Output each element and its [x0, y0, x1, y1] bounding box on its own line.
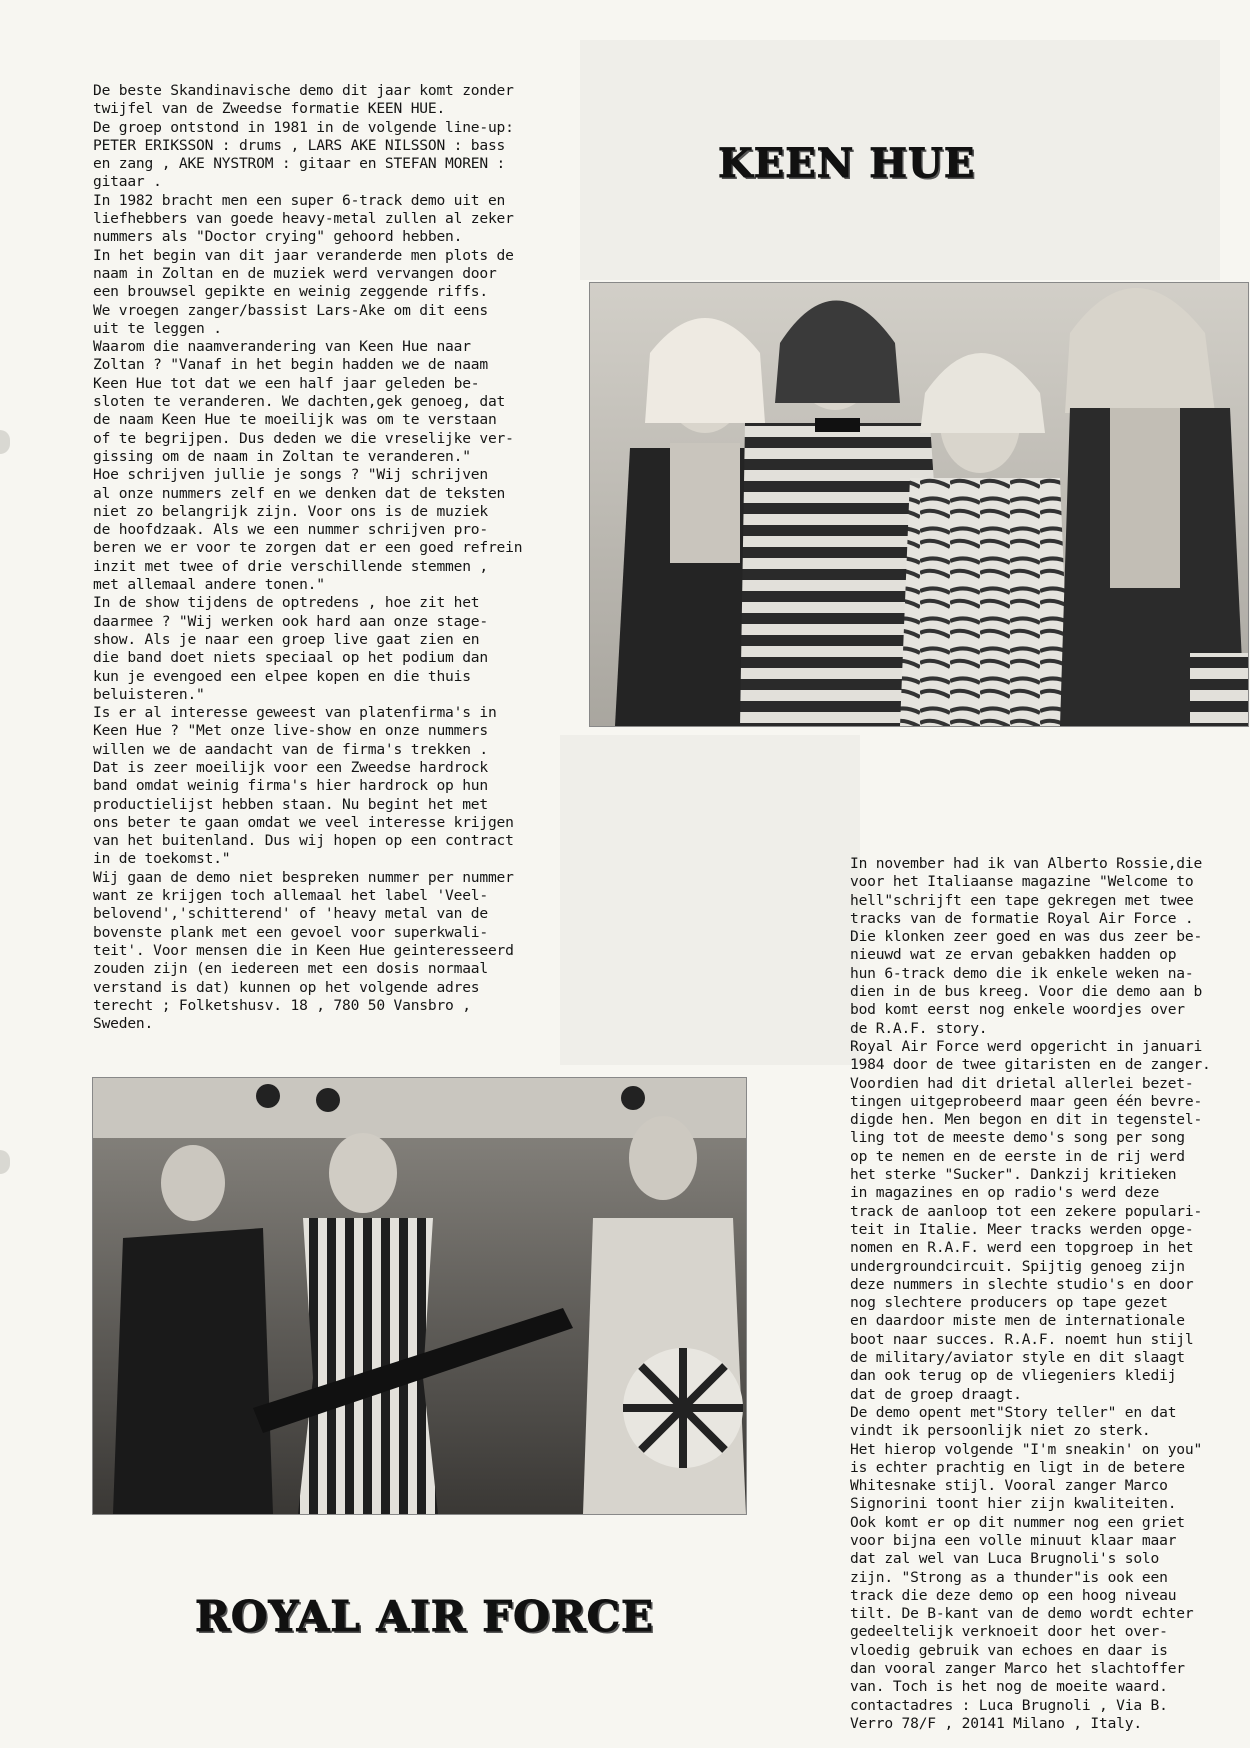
royal-air-force-article-text: In november had ik van Alberto Rossie,die voor het Italiaanse magazine "Welcome to hell"schrijft een tape gekregen met twee tracks van de formatie Royal Air Force . Die klonken zeer goed en was dus zeer be- nieuwd wat ze ervan gebakken hadden op hun 6-track demo die ik enkele weken na- dien in de bus kreeg. Voor die demo aan b bod komt eerst nog enkele woordjes over de R.A.F. story. Royal Air Force werd opgericht in januari 1984 door de twee gitaristen en de zanger. Voordien had dit drietal allerlei bezet- tingen uitgeprobeerd maar geen één bevre- digde hen. Men begon en dit in tegenstel- ling tot de meeste demo's song per song op te nemen en de eerste in de rij werd het sterke "Sucker". Dankzij kritieken in magazines en op radio's werd deze track de aanloop tot een zekere populari- teit in Italie. Meer tracks werden opge- nomen en R.A.F. werd een topgroep in het undergroundcircuit. Spijtig genoeg zijn deze nummers in slechte studio's en door nog slechtere producers op tape gezet en daardoor miste men de internationale boot naar succes. R.A.F. noemt hun stijl de military/aviator style en dit slaagt dan ook terug op de vliegeniers kledij dat de groep draagt. De demo opent met"Story teller" en dat vindt ik persoonlijk niet zo sterk. Het hierop volgende "I'm sneakin' on you" is echter prachtig en ligt in de betere Whitesnake stijl. Vooral zanger Marco Signorini toont hier zijn kwaliteiten. Ook komt er op dit nummer nog een griet voor bijna een volle minuut klaar maar dat zal wel van Luca Brugnoli's solo zijn. "Strong as a thunder"is ook een track die deze demo op een hoog niveau tilt. De B-kant van de demo wordt echter gedeeltelijk verknoeit door het over- vloedig gebruik van echoes en daar is dan vooral zanger Marco het slachtoffer van. Toch is het nog de moeite waard. contactadres : Luca Brugnoli , Via B. Verro 78/F , 20141 Milano , Italy.: [850, 855, 1211, 1732]
background-print-ghost-lower: [560, 735, 860, 1065]
band-photo-image: [590, 283, 1248, 726]
keen-hue-article-text: De beste Skandinavische demo dit jaar komt zonder twijfel van de Zweedse formatie KEEN HUE. De groep ontstond in 1981 in de volgende line-up: PETER ERIKSSON : drums , LARS AKE NILSSON : bass en zang , AKE NYSTROM : gitaar en STEFAN MOREN : gitaar . In 1982 bracht men een super 6-track demo uit en liefhebbers van goede heavy-metal zullen al zeker nummers als "Doctor crying" gehoord hebben. In het begin van dit jaar veranderde men plots de naam in Zoltan en de muziek werd vervangen door een brouwsel gepikte en weinig zeggende riffs. We vroegen zanger/bassist Lars-Ake om dit eens uit te leggen . Waarom die naamverandering van Keen Hue naar Zoltan ? "Vanaf in het begin hadden we de naam Keen Hue tot dat we een half jaar geleden be- sloten te veranderen. We dachten,gek genoeg, dat de naam Keen Hue te moeilijk was om te verstaan of te begrijpen. Dus deden we die vreselijke ver- gissing om de naam in Zoltan te veranderen." Hoe schrijven jullie je songs ? "Wij schrijven al onze nummers zelf en we denken dat de teksten niet zo belangrijk zijn. Voor ons is de muziek de hoofdzaak. Als we een nummer schrijven pro- beren we er voor te zorgen dat er een goed refrein inzit met twee of drie verschillende stemmen , met allemaal andere tonen." In de show tijdens de optredens , hoe zit het daarmee ? "Wij werken ook hard aan onze stage- show. Als je naar een groep live gaat zien en die band doet niets speciaal op het podium dan kun je evengoed een elpee kopen en die thuis beluisteren." Is er al interesse geweest van platenfirma's in Keen Hue ? "Met onze live-show en onze nummers willen we de aandacht van de firma's trekken . Dat is zeer moeilijk voor een Zweedse hardrock band omdat weinig firma's hier hardrock op hun productielijst hebben staan. Nu begint het met ons beter te gaan omdat we veel interesse krijgen van het buitenland. Dus wij hopen op een contract in de toekomst." Wij gaan de demo niet bespreken nummer per nummer want ze krijgen toch allemaal het label 'Veel- belovend','schitterend' of 'heavy metal van de bovenste plank met een gevoel voor superkwali- teit'. Voor mensen die in Keen Hue geinteresseerd zouden zijn (en iedereen met een dosis normaal verstand is dat) kunnen op het volgende adres terecht ; Folketshusv. 18 , 780 50 Vansbro , Sweden.: [93, 82, 523, 1033]
keen-hue-title: KEEN HUE: [718, 140, 976, 187]
binder-hole-top: [0, 430, 10, 454]
live-photo-image: [93, 1078, 746, 1514]
keen-hue-band-photo: [590, 283, 1248, 726]
royal-air-force-live-photo: [93, 1078, 746, 1514]
royal-air-force-title: ROYAL AIR FORCE: [195, 1592, 655, 1641]
binder-hole-bottom: [0, 1150, 10, 1174]
